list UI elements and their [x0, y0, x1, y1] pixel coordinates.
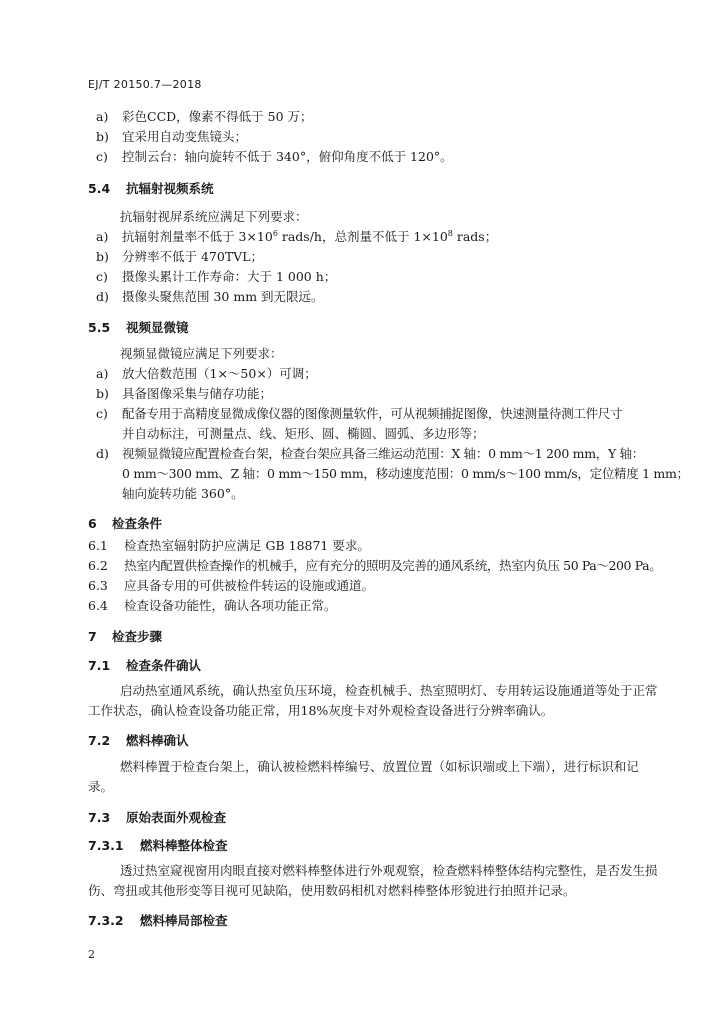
section-heading: 5.4 抗辐射视频系统: [88, 181, 214, 196]
section-heading: 5.5 视频显微镜: [88, 320, 189, 335]
paragraph-line: 燃料棒置于检查台架上，确认被检燃料棒编号、放置位置（如标识端或上下端），进行标识和记: [120, 759, 639, 774]
list-item: b) 宜采用自动变焦镜头；: [96, 129, 248, 144]
list-item-continuation: 轴向旋转功能 360°。: [122, 486, 244, 501]
subsection-heading: 7.3.1 燃料棒整体检查: [88, 838, 228, 853]
list-item: c) 配备专用于高精度显微成像仪器的图像测量软件，可从视频捕捉图像，快速测量待测工件尺寸: [96, 406, 623, 421]
list-item-continuation: 并自动标注，可测量点、线、矩形、圆、椭圆、圆弧、多边形等；: [122, 426, 485, 441]
section-heading: 7 检查步骤: [88, 629, 163, 644]
clause: 6.1 检查热室辐射防护应满足 GB 18871 要求。: [88, 538, 370, 553]
list-item: b) 分辨率不低于 470TVL；: [96, 249, 263, 264]
section-intro: 抗辐射视屏系统应满足下列要求：: [120, 209, 308, 224]
paragraph-line: 工作状态，确认检查设备功能正常，用18%灰度卡对外观检查设备进行分辨率确认。: [88, 703, 554, 718]
list-item: d) 摄像头聚焦范围 30 mm 到无限远。: [96, 289, 324, 304]
clause: 6.4 检查设备功能性，确认各项功能正常。: [88, 598, 337, 613]
paragraph-line: 启动热室通风系统，确认热室负压环境，检查机械手、热室照明灯、专用转运设施通道等处于正常: [120, 683, 658, 698]
subsection-heading: 7.2 燃料棒确认: [88, 733, 189, 748]
standard-number: EJ/T 20150.7—2018: [88, 78, 202, 91]
list-item: b) 具备图像采集与储存功能；: [96, 386, 273, 401]
page-number: 2: [88, 948, 95, 961]
subsection-heading: 7.3 原始表面外观检查: [88, 810, 227, 825]
section-intro: 视频显微镜应满足下列要求：: [120, 346, 283, 361]
paragraph-line: 透过热室窥视窗用肉眼直接对燃料棒整体进行外观观察，检查燃料棒整体结构完整性，是否发生损: [120, 863, 658, 878]
subsection-heading: 7.3.2 燃料棒局部检查: [88, 913, 228, 928]
list-item: a) 彩色CCD，像素不得低于 50 万；: [96, 109, 313, 124]
clause: 6.3 应具备专用的可供被检件转运的设施或通道。: [88, 578, 375, 593]
list-item: c) 摄像头累计工作寿命：大于 1 000 h；: [96, 269, 337, 284]
paragraph-line: 录。: [88, 779, 114, 794]
clause: 6.2 热室内配置供检查操作的机械手，应有充分的照明及完善的通风系统，热室内负压 50 Pa～200 Pa。: [88, 558, 662, 573]
list-item: c) 控制云台：轴向旋转不低于 340°，俯仰角度不低于 120°。: [96, 149, 453, 164]
list-item-continuation: 0 mm～300 mm、Z 轴：0 mm～150 mm，移动速度范围：0 mm/s～100 mm/s，定位精度 1 mm；: [122, 466, 689, 481]
list-item: d) 视频显微镜应配置检查台架，检查台架应具备三维运动范围：X 轴：0 mm～1 200 mm，Y 轴：: [96, 446, 644, 461]
list-item: a) 抗辐射剂量率不低于 $3\times 10^6$ rads/h，总剂量不低于 $1\times 10^8$ rads；: [96, 228, 498, 244]
section-heading: 6 检查条件: [88, 516, 163, 531]
subsection-heading: 7.1 检查条件确认: [88, 658, 202, 673]
paragraph-line: 伤、弯扭或其他形变等目视可见缺陷，使用数码相机对燃料棒整体形貌进行拍照并记录。: [88, 883, 576, 898]
list-item: a) 放大倍数范围（1×～50×）可调；: [96, 366, 317, 381]
